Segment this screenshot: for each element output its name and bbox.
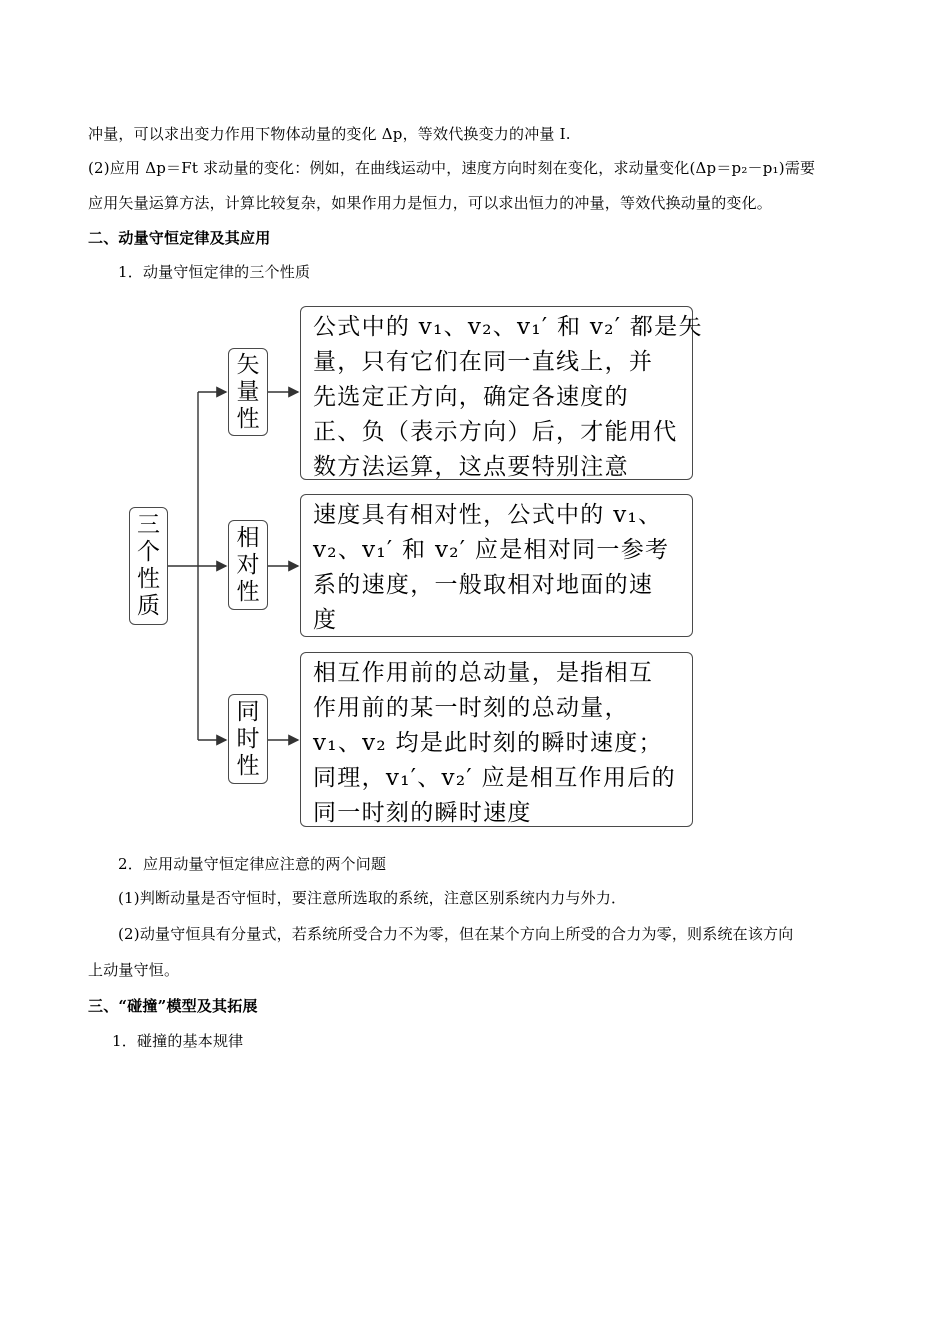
description-line: 先选定正方向，确定各速度的 — [313, 384, 629, 410]
root-char: 个 — [137, 539, 160, 565]
relativity-description-box — [300, 494, 693, 637]
description-line: v₁、v₂ 均是此时刻的瞬时速度； — [313, 730, 663, 756]
description-line: 数方法运算，这点要特别注意 — [313, 454, 629, 480]
description-line: 相互作用前的总动量，是指相互 — [313, 660, 654, 686]
paragraph-point-2-cont: 上动量守恒。 — [88, 961, 180, 979]
description-line: 速度具有相对性，公式中的 v₁、 — [313, 502, 663, 528]
subsection-heading-2-2: 2．应用动量守恒定律应注意的两个问题 — [118, 855, 387, 873]
description-line: v₂、v₁′ 和 v₂′ 应是相对同一参考 — [313, 537, 670, 563]
property-char: 时 — [236, 725, 260, 752]
property-char: 矢 — [236, 351, 260, 378]
property-char: 同 — [236, 698, 260, 725]
paragraph-point-1: (1)判断动量是否守恒时，要注意所选取的系统，注意区别系统内力与外力． — [118, 889, 627, 907]
property-node-simultaneity — [228, 694, 268, 784]
property-char: 性 — [236, 578, 260, 605]
root-char: 质 — [137, 593, 160, 619]
property-node-relativity — [228, 520, 268, 610]
property-node-vector — [228, 348, 268, 436]
paragraph-momentum-change-1: (2)应用 Δp＝Ft 求动量的变化：例如，在曲线运动中，速度方向时刻在变化，求动量变化(Δp＝p₂－p₁)需要 — [88, 159, 816, 177]
description-line: 正、负（表示方向）后，才能用代 — [313, 419, 678, 445]
property-char: 性 — [236, 405, 260, 432]
description-line: 系的速度，一般取相对地面的速 — [313, 572, 654, 598]
root-char: 三 — [137, 512, 160, 538]
description-line: 作用前的某一时刻的总动量， — [313, 695, 629, 721]
description-line: 量，只有它们在同一直线上，并 — [313, 349, 654, 375]
property-char: 相 — [236, 524, 260, 551]
property-char: 对 — [236, 551, 260, 578]
paragraph-momentum-change-2: 应用矢量运算方法，计算比较复杂，如果作用力是恒力，可以求出恒力的冲量，等效代换动量的变化。 — [88, 194, 773, 212]
vector-description-box — [300, 306, 703, 480]
paragraph-point-2: (2)动量守恒具有分量式，若系统所受合力不为零，但在某个方向上所受的合力为零，则系统在该方向 — [118, 925, 794, 943]
paragraph-impulse-end: 冲量，可以求出变力作用下物体动量的变化 Δp，等效代换变力的冲量 I. — [88, 125, 571, 143]
section-heading-2: 二、动量守恒定律及其应用 — [88, 229, 271, 247]
root-char: 性 — [137, 566, 160, 592]
description-line: 同一时刻的瞬时速度 — [313, 800, 532, 826]
description-line: 同理，v₁′、v₂′ 应是相互作用后的 — [313, 765, 676, 791]
property-char: 性 — [236, 752, 260, 779]
description-line: 度 — [313, 607, 338, 633]
subsection-heading-2-1: 1．动量守恒定律的三个性质 — [118, 263, 311, 281]
subsection-heading-3-1: 1．碰撞的基本规律 — [112, 1032, 244, 1050]
section-heading-3: 三、“碰撞”模型及其拓展 — [88, 997, 258, 1015]
description-line: 公式中的 v₁、v₂、v₁′ 和 v₂′ 都是矢 — [313, 314, 703, 340]
simultaneity-description-box — [300, 652, 693, 827]
property-char: 量 — [236, 378, 260, 405]
root-node-three-properties — [129, 507, 168, 625]
